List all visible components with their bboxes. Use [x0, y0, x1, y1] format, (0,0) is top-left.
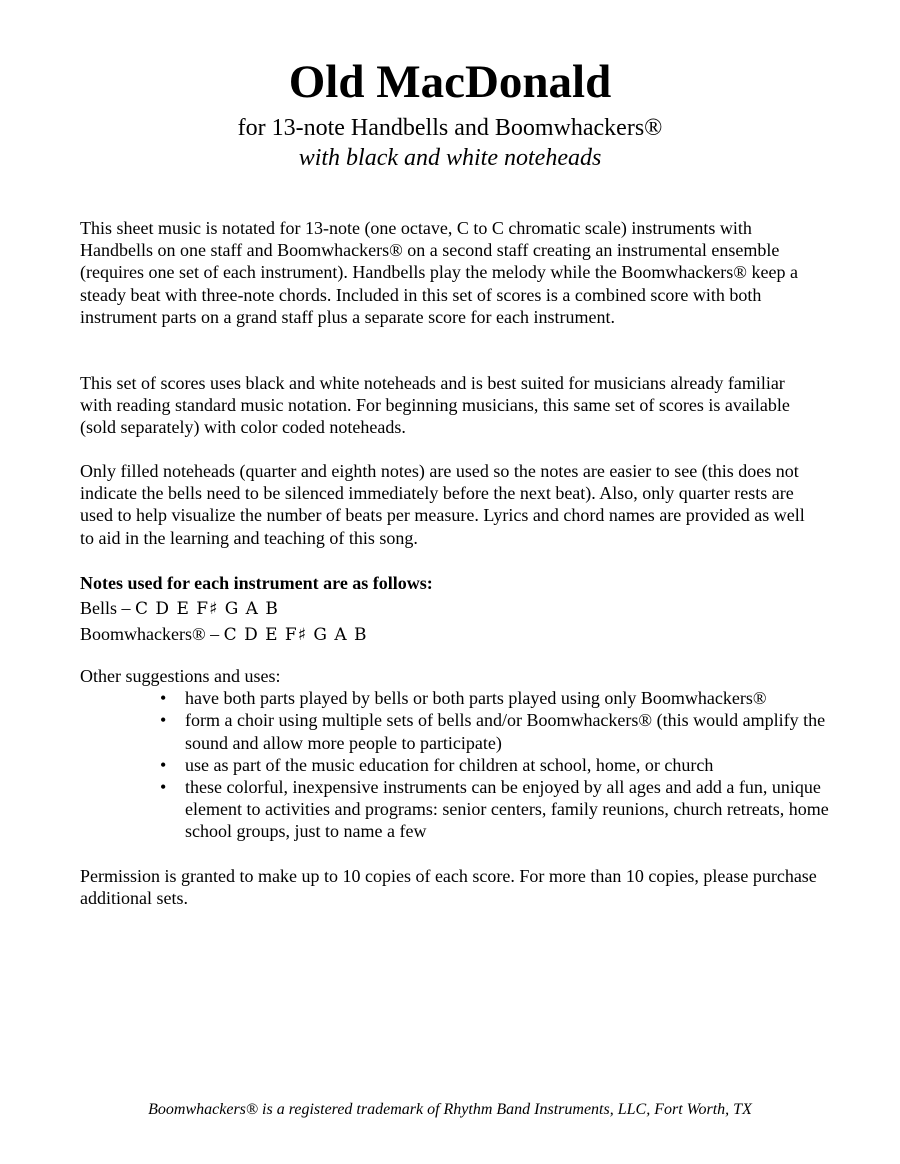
boomwhackers-notes: C D E F♯ G A B [223, 625, 368, 645]
list-item-text: have both parts played by bells or both parts played using only Boomwhackers® [185, 688, 767, 709]
subtitle: for 13-note Handbells and Boomwhackers® [237, 115, 663, 141]
notes-used-heading: Notes used for each instrument are as follows: [80, 573, 433, 593]
list-item [80, 687, 840, 709]
bullet-icon: • [160, 777, 167, 798]
boomwhackers-notes-line [80, 622, 820, 648]
bullet-icon: • [160, 710, 167, 731]
noteheads-paragraph: This set of scores uses black and white noteheads and is best suited for musicians already familiar with reading standard music notation. For beginning musicians, this same set of scores is available (sold separately) with color coded noteheads. [80, 373, 790, 438]
bells-notes: C D E F♯ G A B [135, 599, 279, 619]
suggestions-list [80, 687, 840, 842]
permission-paragraph: Permission is granted to make up to 10 copies of each score. For more than 10 copies, please purchase additional sets. [80, 866, 817, 909]
trademark-footer: Boomwhackers® is a registered trademark of Rhythm Band Instruments, LLC, Fort Worth, TX [148, 1101, 752, 1118]
list-item [80, 776, 840, 843]
list-item [80, 754, 840, 776]
bullet-icon: • [160, 754, 167, 775]
intro-paragraph: This sheet music is notated for 13-note (one octave, C to C chromatic scale) instruments with Handbells on one staff and Boomwhackers® on a second staff creating an instrumental ensemble (requires one set of each instrument). Handbells play the melody while the Boomwhackers® keep a steady beat with three-note chords. Included in this set of scores is a combined score with both instrument parts on a grand staff plus a separate score for each instrument. [80, 218, 798, 327]
filled-noteheads-paragraph: Only filled noteheads (quarter and eighth notes) are used so the notes are easier to see (this does not indicate the bells need to be silenced immediately before the next beat). Also, only quarter rests are used to help visualize the number of beats per measure. Lyrics and chord names are provided as well to aid in the learning and teaching of this song. [80, 461, 805, 548]
list-item-text: use as part of the music education for children at school, home, or church [185, 754, 714, 775]
list-item-text: these colorful, inexpensive instruments can be enjoyed by all ages and add a fun, unique element to activities and programs: senior centers, family reunions, church retreats, home school groups, just to name a few [185, 777, 829, 842]
suggestions-heading: Other suggestions and uses: [80, 666, 281, 686]
subtitle-italic: with black and white noteheads [298, 145, 602, 171]
page-title: Old MacDonald [288, 56, 612, 108]
notes-used-section [80, 571, 820, 648]
boomwhackers-label: Boomwhackers® – [80, 624, 224, 644]
suggestions-section [80, 665, 840, 843]
bullet-icon: • [160, 688, 167, 709]
list-item-text: form a choir using multiple sets of bells and/or Boomwhackers® (this would amplify the sound and allow more people to participate) [185, 710, 826, 753]
list-item [80, 709, 840, 753]
bells-notes-line [80, 596, 820, 622]
bells-label: Bells – [80, 598, 136, 618]
